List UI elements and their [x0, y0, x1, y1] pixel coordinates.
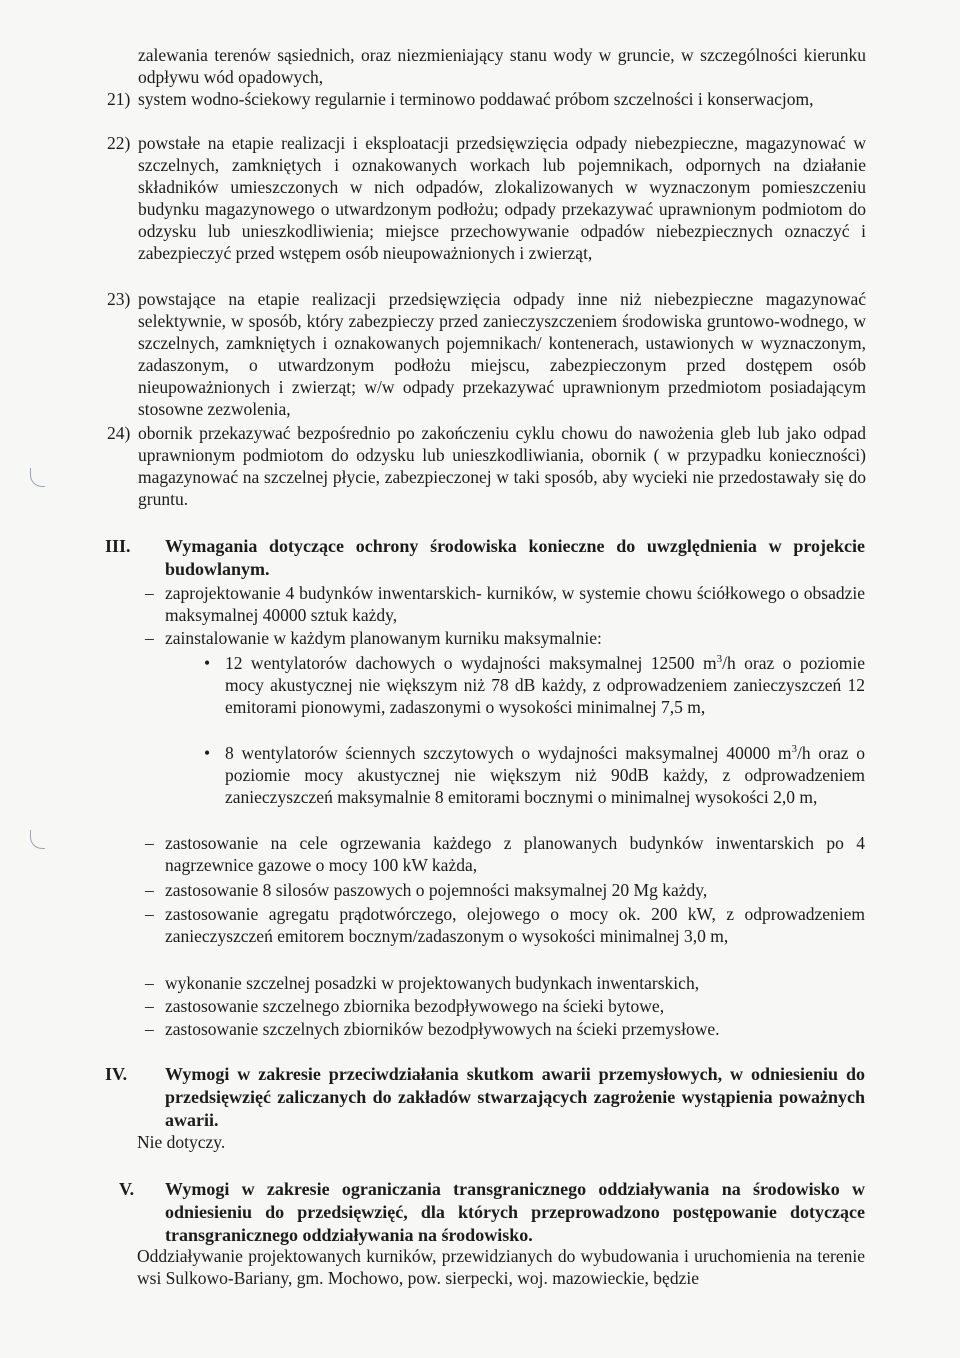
- req-feed-silos: zastosowanie 8 silosów paszowych o pojemności maksymalnej 20 Mg każdy,: [165, 880, 708, 900]
- section-iii-heading: Wymagania dotyczące ochrony środowiska konieczne do uwzględnienia w projekcie budowlanym.: [165, 536, 865, 579]
- bullet-marker: •: [204, 743, 211, 763]
- bullet-marker: •: [204, 653, 211, 673]
- req-install-in-each: zainstalowanie w każdym planowanym kurniku maksymalnie:: [165, 628, 602, 648]
- punch-hole-mark: [30, 830, 45, 849]
- section-iv-number: IV.: [105, 1064, 128, 1084]
- section-v-number: V.: [119, 1179, 135, 1199]
- section-iv-heading: Wymogi w zakresie przeciwdziałania skutkom awarii przemysłowych, w odniesieniu do przedsięwzięć zaliczanych do zakładów stwarzających zagrożenie wystąpienia poważnych awarii.: [165, 1064, 865, 1130]
- section-iv-body: Nie dotyczy.: [137, 1132, 226, 1152]
- item-number: 23): [107, 289, 131, 309]
- dash-marker: –: [145, 628, 154, 648]
- dash-marker: –: [145, 996, 154, 1016]
- dash-marker: –: [145, 833, 154, 853]
- item-21-text: system wodno-ściekowy regularnie i terminowo poddawać próbom szczelności i konserwacjom,: [138, 89, 814, 109]
- dash-marker: –: [145, 880, 154, 900]
- dash-marker: –: [145, 1019, 154, 1039]
- item-number: 21): [107, 89, 131, 109]
- section-v-body: Oddziaływanie projektowanych kurników, przewidzianych do wybudowania i uruchomienia na terenie wsi Sulkowo-Bariany, gm. Mochowo, pow. sierpecki, woj. mazowieckie, będzie: [137, 1246, 865, 1288]
- item-24-text: obornik przekazywać bezpośrednio po zakończeniu cyklu chowu do nawożenia gleb lub jako odpad uprawnionym podmiotom do odzysku lub unieszkodliwiania, obornik ( w przypadku konieczności) magazynować na szczelnej płycie, zabezpieczonej w taki sposób, aby wycieki nie przedostawały się do gruntu.: [138, 423, 866, 509]
- req-gas-heaters: zastosowanie na cele ogrzewania każdego z planowanych budynków inwentarskich po 4 nagrzewnice gazowe o mocy 100 kW każda,: [165, 833, 865, 875]
- item-number: 22): [107, 133, 131, 153]
- dash-marker: –: [145, 583, 154, 603]
- section-v-heading: Wymogi w zakresie ograniczania transgranicznego oddziaływania na środowisko w odniesieniu do przedsięwzięć, dla których przeprowadzono postępowanie dotyczące transgranicznego oddziaływania na środowisko.: [165, 1179, 865, 1245]
- req-domestic-tank: zastosowanie szczelnego zbiornika bezodpływowego na ścieki bytowe,: [165, 996, 665, 1016]
- section-iii-number: III.: [105, 536, 131, 556]
- punch-hole-mark: [30, 468, 45, 487]
- req-generator: zastosowanie agregatu prądotwórczego, olejowego o mocy ok. 200 kW, z odprowadzeniem zanieczyszczeń emitorem bocznym/zadaszonym o wysokości minimalnej 3,0 m,: [165, 904, 865, 946]
- dash-marker: –: [145, 973, 154, 993]
- item-23-text: powstające na etapie realizacji przedsięwzięcia odpady inne niż niebezpieczne magazynować selektywnie, w sposób, który zabezpieczy przed zanieczyszczeniem środowiska gruntowo-wodnego, w szczelnych, zamkniętych i oznakowanych pojemnikach/ kontenerach, ustawionych w wyznaczonym, zadaszonym, o utwardzonym podłożu miejscu, zabezpieczonym przed dostępem osób nieupoważnionych i zwierząt; w/w odpady przekazywać uprawnionym przedmiotom posiadającym stosowne zezwolenia,: [138, 289, 866, 419]
- req-wall-fans: 8 wentylatorów ściennych szczytowych o wydajności maksymalnej 40000 $m^3/h$ oraz o poziomie mocy akustycznej nie większym niż 90dB każdy, z odprowadzeniem zanieczyszczeń maksymalnie 8 emitorami bocznymi o minimalnej wysokości 2,0 m,: [225, 743, 865, 807]
- item-20-continuation: zalewania terenów sąsiednich, oraz niezmieniający stanu wody w gruncie, w szczególności kierunku odpływu wód opadowych,: [138, 45, 866, 87]
- dash-marker: –: [145, 904, 154, 924]
- item-number: 24): [107, 423, 131, 443]
- item-22-text: powstałe na etapie realizacji i eksploatacji przedsięwzięcia odpady niebezpieczne, magazynować w szczelnych, zamkniętych i oznakowanych workach lub pojemnikach, odpornych na działanie składników umieszczonych w nich odpadów, zlokalizowanych w wyznaczonym pomieszczeniu budynku magazynowego o utwardzonym podłożu; odpady przekazywać uprawnionym podmiotom do odzysku lub unieszkodliwienia; miejsce przechowywanie odpadów niebezpiecznych oznaczyć i zabezpieczyć przed wstępem osób nieupoważnionych i zwierząt,: [138, 133, 866, 263]
- req-sealed-floor: wykonanie szczelnej posadzki w projektowanych budynkach inwentarskich,: [165, 973, 700, 993]
- req-industrial-tanks: zastosowanie szczelnych zbiorników bezodpływowych na ścieki przemysłowe.: [165, 1019, 720, 1039]
- req-4-buildings: zaprojektowanie 4 budynków inwentarskich- kurników, w systemie chowu ściółkowego o obsadzie maksymalnej 40000 sztuk każdy,: [165, 583, 865, 625]
- req-roof-fans: 12 wentylatorów dachowych o wydajności maksymalnej 12500 $m^3/h$ oraz o poziomie mocy akustycznej nie większym niż 78 dB każdy, z odprowadzeniem zanieczyszczeń 12 emitorami pionowymi, zadaszonymi o wysokości minimalnej 7,5 m,: [225, 653, 865, 717]
